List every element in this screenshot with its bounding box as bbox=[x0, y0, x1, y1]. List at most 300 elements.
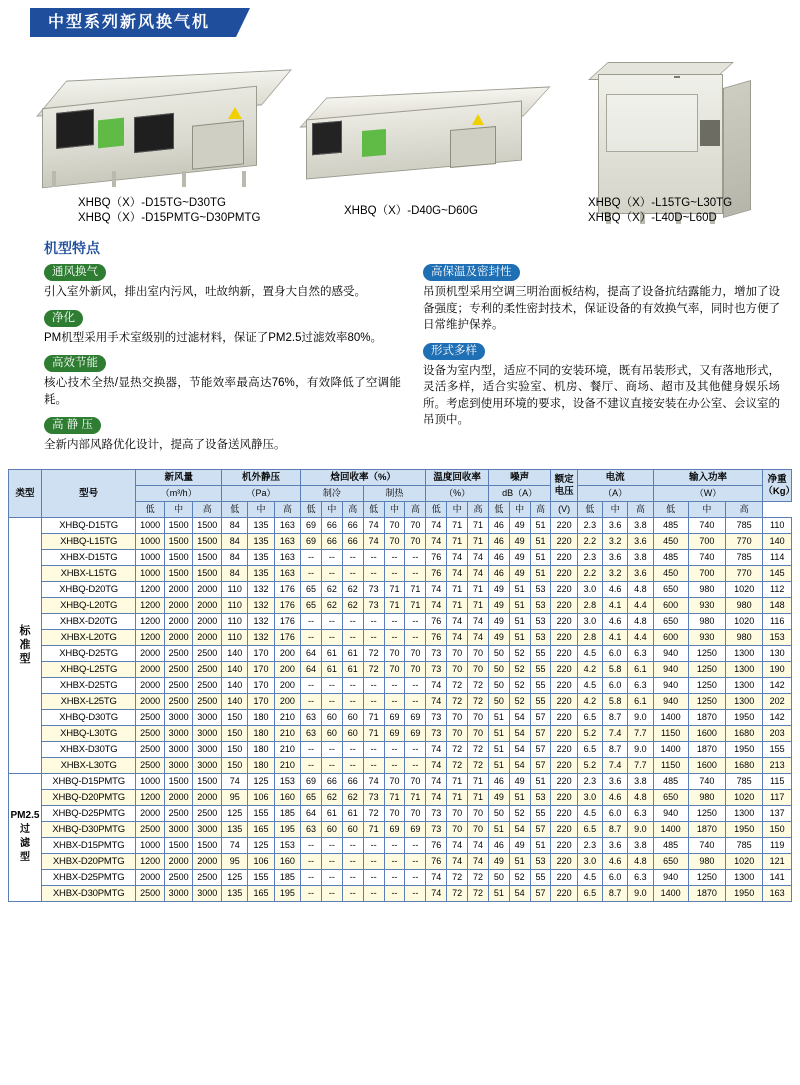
table-cell: 49 bbox=[488, 613, 509, 629]
table-cell: 1200 bbox=[136, 629, 165, 645]
table-cell: 4.1 bbox=[603, 597, 628, 613]
table-cell: 71 bbox=[405, 789, 426, 805]
table-cell: 2500 bbox=[193, 805, 222, 821]
table-cell: 740 bbox=[688, 773, 725, 789]
table-cell: 1300 bbox=[726, 645, 763, 661]
table-row bbox=[9, 597, 792, 613]
feature-block bbox=[44, 308, 401, 347]
table-cell: 72 bbox=[447, 885, 468, 901]
table-cell: 3000 bbox=[193, 725, 222, 741]
table-cell: 2500 bbox=[164, 805, 193, 821]
unit2-duct bbox=[312, 121, 342, 156]
table-cell: 70 bbox=[468, 821, 489, 837]
table-cell: 1950 bbox=[726, 885, 763, 901]
table-cell: 74 bbox=[426, 885, 447, 901]
table-cell: 74 bbox=[447, 613, 468, 629]
header-low: 低 bbox=[426, 501, 447, 517]
header-voltage-unit: (V) bbox=[551, 501, 577, 517]
table-cell: 70 bbox=[468, 805, 489, 821]
table-cell: 930 bbox=[688, 597, 725, 613]
table-cell: -- bbox=[342, 613, 363, 629]
product-image-ceiling-d15-d30 bbox=[42, 67, 292, 192]
table-row bbox=[9, 757, 792, 773]
table-cell: 132 bbox=[248, 629, 274, 645]
header-static-unit: （Pa） bbox=[222, 485, 301, 501]
table-cell-model: XHBQ-D20TG bbox=[41, 581, 135, 597]
table-cell: 7.4 bbox=[603, 757, 628, 773]
table-cell: 55 bbox=[530, 869, 551, 885]
table-cell: 132 bbox=[248, 597, 274, 613]
table-cell-model: XHBX-L30TG bbox=[41, 757, 135, 773]
table-cell: 50 bbox=[488, 661, 509, 677]
header-noise bbox=[488, 469, 551, 485]
table-cell: 4.6 bbox=[603, 581, 628, 597]
table-cell: 84 bbox=[222, 533, 248, 549]
table-cell: 5.2 bbox=[577, 757, 602, 773]
table-cell: 46 bbox=[488, 533, 509, 549]
table-cell: 51 bbox=[530, 773, 551, 789]
table-cell: 1150 bbox=[653, 725, 688, 741]
unit1-leg bbox=[112, 171, 116, 187]
table-cell: 4.4 bbox=[628, 597, 653, 613]
caption-left-line2: XHBQ（X）-D15PMTG~D30PMTG bbox=[78, 212, 261, 224]
table-cell: 155 bbox=[763, 741, 792, 757]
table-cell: -- bbox=[321, 741, 342, 757]
table-cell: 74 bbox=[468, 629, 489, 645]
table-cell: 165 bbox=[248, 885, 274, 901]
table-cell: 60 bbox=[321, 821, 342, 837]
header-static-pressure bbox=[222, 469, 301, 485]
feature-tag: 高保温及密封性 bbox=[423, 264, 520, 281]
table-cell: -- bbox=[405, 613, 426, 629]
table-row bbox=[9, 789, 792, 805]
table-cell: 940 bbox=[653, 805, 688, 821]
table-cell: 74 bbox=[426, 693, 447, 709]
table-cell: -- bbox=[342, 837, 363, 853]
header-high: 高 bbox=[530, 501, 551, 517]
table-cell: 4.5 bbox=[577, 645, 602, 661]
table-header-row-1 bbox=[9, 469, 792, 485]
table-cell: 1500 bbox=[164, 773, 193, 789]
table-cell: 64 bbox=[301, 661, 322, 677]
table-cell: 72 bbox=[468, 677, 489, 693]
table-cell: 1000 bbox=[136, 773, 165, 789]
table-cell: 73 bbox=[426, 709, 447, 725]
unit1-leg bbox=[52, 171, 56, 187]
table-cell: 220 bbox=[551, 693, 577, 709]
table-cell: 53 bbox=[530, 853, 551, 869]
features-section-title: 机型特点 bbox=[44, 240, 100, 256]
header-low: 低 bbox=[301, 501, 322, 517]
table-cell: 2500 bbox=[164, 869, 193, 885]
table-cell: 51 bbox=[509, 789, 530, 805]
table-cell: 3.0 bbox=[577, 581, 602, 597]
table-cell: 165 bbox=[248, 821, 274, 837]
table-cell: 116 bbox=[763, 613, 792, 629]
table-cell: 210 bbox=[274, 725, 300, 741]
table-cell: 600 bbox=[653, 629, 688, 645]
table-cell-model: XHBQ-D30PMTG bbox=[41, 821, 135, 837]
table-cell: 153 bbox=[274, 837, 300, 853]
header-high: 高 bbox=[342, 501, 363, 517]
table-cell: 71 bbox=[447, 517, 468, 533]
table-cell: 64 bbox=[301, 805, 322, 821]
table-cell: 4.8 bbox=[628, 853, 653, 869]
table-cell: 600 bbox=[653, 597, 688, 613]
table-cell: 66 bbox=[321, 517, 342, 533]
table-cell: 71 bbox=[384, 597, 405, 613]
table-cell: 650 bbox=[653, 613, 688, 629]
table-cell: 220 bbox=[551, 805, 577, 821]
table-cell: 2500 bbox=[164, 645, 193, 661]
table-cell: 110 bbox=[222, 629, 248, 645]
table-cell: 46 bbox=[488, 517, 509, 533]
table-cell: 8.7 bbox=[603, 741, 628, 757]
table-cell: 2500 bbox=[136, 885, 165, 901]
table-cell: 485 bbox=[653, 773, 688, 789]
table-cell: 72 bbox=[363, 661, 384, 677]
table-cell: 6.1 bbox=[628, 693, 653, 709]
table-cell: 76 bbox=[426, 613, 447, 629]
table-cell: 1250 bbox=[688, 645, 725, 661]
table-cell: 52 bbox=[509, 805, 530, 821]
table-cell: 176 bbox=[274, 629, 300, 645]
table-cell: 148 bbox=[763, 597, 792, 613]
table-cell: 2000 bbox=[136, 693, 165, 709]
table-cell: 220 bbox=[551, 885, 577, 901]
table-cell: 72 bbox=[447, 757, 468, 773]
table-cell: 155 bbox=[248, 805, 274, 821]
table-cell: 202 bbox=[763, 693, 792, 709]
table-cell: 4.2 bbox=[577, 693, 602, 709]
table-cell: 200 bbox=[274, 693, 300, 709]
table-cell: 70 bbox=[405, 661, 426, 677]
table-cell: 980 bbox=[688, 581, 725, 597]
table-cell: 66 bbox=[342, 533, 363, 549]
table-cell: -- bbox=[384, 757, 405, 773]
table-cell: 62 bbox=[342, 789, 363, 805]
table-cell: 1200 bbox=[136, 613, 165, 629]
table-cell: 49 bbox=[509, 549, 530, 565]
table-cell: 57 bbox=[530, 741, 551, 757]
table-cell: -- bbox=[301, 741, 322, 757]
table-row bbox=[9, 581, 792, 597]
table-cell: 140 bbox=[222, 661, 248, 677]
table-cell: 700 bbox=[688, 565, 725, 581]
table-cell: 74 bbox=[426, 581, 447, 597]
table-cell: -- bbox=[321, 565, 342, 581]
table-cell: 50 bbox=[488, 805, 509, 821]
table-cell: -- bbox=[363, 629, 384, 645]
table-row bbox=[9, 629, 792, 645]
table-cell: 95 bbox=[222, 853, 248, 869]
table-cell: 2500 bbox=[164, 693, 193, 709]
table-cell: 4.1 bbox=[603, 629, 628, 645]
table-cell: 980 bbox=[726, 629, 763, 645]
table-cell: 49 bbox=[509, 533, 530, 549]
table-cell: 49 bbox=[509, 837, 530, 853]
table-cell: 2500 bbox=[164, 677, 193, 693]
table-cell: 650 bbox=[653, 581, 688, 597]
table-cell: 1020 bbox=[726, 581, 763, 597]
table-cell: 1250 bbox=[688, 869, 725, 885]
table-cell: 1300 bbox=[726, 805, 763, 821]
table-cell: 1000 bbox=[136, 837, 165, 853]
table-cell: -- bbox=[384, 885, 405, 901]
header-cooling: 制冷 bbox=[301, 485, 364, 501]
feature-tag: 高效节能 bbox=[44, 355, 106, 372]
unit1-duct-right bbox=[134, 113, 174, 153]
table-cell: 71 bbox=[363, 725, 384, 741]
table-cell: 4.5 bbox=[577, 677, 602, 693]
table-cell: 150 bbox=[763, 821, 792, 837]
table-cell: 3000 bbox=[164, 757, 193, 773]
table-cell: 71 bbox=[363, 709, 384, 725]
table-cell: 7.7 bbox=[628, 725, 653, 741]
table-cell: -- bbox=[405, 549, 426, 565]
table-cell: 70 bbox=[447, 645, 468, 661]
table-cell: 140 bbox=[763, 533, 792, 549]
table-cell: 5.2 bbox=[577, 725, 602, 741]
table-cell: 176 bbox=[274, 597, 300, 613]
header-mid: 中 bbox=[603, 501, 628, 517]
unit2-control-panel bbox=[450, 126, 496, 168]
table-row bbox=[9, 885, 792, 901]
table-cell: 46 bbox=[488, 565, 509, 581]
table-cell: 3.6 bbox=[603, 517, 628, 533]
table-cell: -- bbox=[363, 869, 384, 885]
table-cell: 117 bbox=[763, 789, 792, 805]
table-cell: -- bbox=[405, 677, 426, 693]
table-cell: 2500 bbox=[136, 741, 165, 757]
table-cell: 2000 bbox=[164, 789, 193, 805]
table-cell: 119 bbox=[763, 837, 792, 853]
table-cell: -- bbox=[405, 869, 426, 885]
table-cell: 132 bbox=[248, 581, 274, 597]
table-cell: 74 bbox=[447, 837, 468, 853]
table-cell: 137 bbox=[763, 805, 792, 821]
header-weight bbox=[763, 469, 796, 501]
table-cell: 3.0 bbox=[577, 853, 602, 869]
table-cell: -- bbox=[363, 693, 384, 709]
table-cell: 2500 bbox=[193, 677, 222, 693]
table-cell-model: XHBX-D15PMTG bbox=[41, 837, 135, 853]
table-cell: 71 bbox=[363, 821, 384, 837]
table-cell: 2000 bbox=[193, 581, 222, 597]
table-cell: 220 bbox=[551, 517, 577, 533]
table-cell-model: XHBX-D20PMTG bbox=[41, 853, 135, 869]
table-cell: 49 bbox=[488, 597, 509, 613]
table-cell: 2000 bbox=[193, 853, 222, 869]
table-cell: 69 bbox=[384, 821, 405, 837]
table-cell: -- bbox=[363, 853, 384, 869]
table-cell: -- bbox=[384, 693, 405, 709]
table-cell: -- bbox=[405, 741, 426, 757]
table-cell: 3.6 bbox=[628, 565, 653, 581]
table-cell: 2000 bbox=[164, 853, 193, 869]
table-cell-model: XHBX-D30PMTG bbox=[41, 885, 135, 901]
warning-triangle-icon bbox=[472, 114, 484, 125]
table-cell: 110 bbox=[222, 597, 248, 613]
table-cell: 940 bbox=[653, 645, 688, 661]
table-cell: -- bbox=[301, 869, 322, 885]
table-cell: 69 bbox=[301, 533, 322, 549]
table-cell: -- bbox=[301, 613, 322, 629]
table-cell: 76 bbox=[426, 853, 447, 869]
table-cell: 185 bbox=[274, 869, 300, 885]
table-cell: 95 bbox=[222, 789, 248, 805]
header-noise-unit: dB（A） bbox=[488, 485, 551, 501]
feature-block bbox=[423, 341, 780, 429]
header-high: 高 bbox=[274, 501, 300, 517]
table-cell: 51 bbox=[509, 597, 530, 613]
table-cell: 74 bbox=[363, 773, 384, 789]
table-cell: 4.5 bbox=[577, 869, 602, 885]
table-cell: 135 bbox=[248, 517, 274, 533]
table-cell: 3000 bbox=[193, 885, 222, 901]
table-cell: 785 bbox=[726, 549, 763, 565]
table-cell: 2.3 bbox=[577, 517, 602, 533]
table-cell: 71 bbox=[447, 533, 468, 549]
table-cell: 4.8 bbox=[628, 613, 653, 629]
table-cell: 3000 bbox=[164, 885, 193, 901]
table-cell: 61 bbox=[321, 645, 342, 661]
table-cell: 2500 bbox=[193, 661, 222, 677]
table-cell: 46 bbox=[488, 837, 509, 853]
table-cell: 51 bbox=[530, 533, 551, 549]
table-cell: 980 bbox=[688, 853, 725, 869]
table-cell: 2000 bbox=[164, 597, 193, 613]
table-cell: 200 bbox=[274, 645, 300, 661]
table-cell: 180 bbox=[248, 741, 274, 757]
table-cell: 2000 bbox=[136, 677, 165, 693]
table-cell: 485 bbox=[653, 837, 688, 853]
table-cell: 49 bbox=[488, 581, 509, 597]
table-cell: 1950 bbox=[726, 709, 763, 725]
table-cell: 125 bbox=[248, 837, 274, 853]
table-cell: 71 bbox=[468, 789, 489, 805]
table-cell-model: XHBQ-D25TG bbox=[41, 645, 135, 661]
feature-text: 全新内部风路优化设计，提高了设备送风静压。 bbox=[44, 439, 286, 451]
table-cell: 8.7 bbox=[603, 709, 628, 725]
table-cell: 150 bbox=[222, 741, 248, 757]
feature-block bbox=[44, 262, 401, 301]
table-cell: -- bbox=[342, 757, 363, 773]
table-cell: -- bbox=[321, 549, 342, 565]
table-cell: 150 bbox=[222, 757, 248, 773]
table-cell: 142 bbox=[763, 709, 792, 725]
header-low: 低 bbox=[488, 501, 509, 517]
table-cell: 73 bbox=[426, 821, 447, 837]
table-cell: 1300 bbox=[726, 677, 763, 693]
table-cell: -- bbox=[384, 741, 405, 757]
unit1-filter-green bbox=[98, 118, 124, 149]
table-cell: 71 bbox=[447, 597, 468, 613]
table-cell: -- bbox=[321, 885, 342, 901]
table-cell: 135 bbox=[248, 549, 274, 565]
table-cell: 1000 bbox=[136, 565, 165, 581]
table-cell: 70 bbox=[447, 709, 468, 725]
table-cell-model: XHBX-L25TG bbox=[41, 693, 135, 709]
table-cell: 940 bbox=[653, 661, 688, 677]
table-row bbox=[9, 709, 792, 725]
table-cell: 200 bbox=[274, 661, 300, 677]
table-cell: 485 bbox=[653, 549, 688, 565]
header-low: 低 bbox=[222, 501, 248, 517]
table-cell: 69 bbox=[301, 773, 322, 789]
table-cell: -- bbox=[384, 677, 405, 693]
table-cell: 57 bbox=[530, 757, 551, 773]
table-cell: 940 bbox=[653, 677, 688, 693]
table-cell: 1680 bbox=[726, 757, 763, 773]
table-cell: 210 bbox=[274, 741, 300, 757]
table-cell: 49 bbox=[509, 565, 530, 581]
table-cell: 213 bbox=[763, 757, 792, 773]
header-noise-line1: 噪声 bbox=[510, 471, 530, 483]
table-cell: 74 bbox=[426, 677, 447, 693]
table-cell: 220 bbox=[551, 757, 577, 773]
table-cell: 53 bbox=[530, 581, 551, 597]
table-cell: -- bbox=[384, 853, 405, 869]
table-cell: 150 bbox=[222, 709, 248, 725]
table-cell: 70 bbox=[384, 661, 405, 677]
table-cell-model: XHBX-D25PMTG bbox=[41, 869, 135, 885]
table-cell: 1000 bbox=[136, 533, 165, 549]
feature-block bbox=[423, 262, 780, 334]
table-cell-model: XHBQ-D15TG bbox=[41, 517, 135, 533]
table-row bbox=[9, 533, 792, 549]
table-cell: 180 bbox=[248, 709, 274, 725]
table-cell: 180 bbox=[248, 757, 274, 773]
table-cell: 220 bbox=[551, 565, 577, 581]
table-cell: 9.0 bbox=[628, 821, 653, 837]
header-power bbox=[653, 469, 763, 485]
table-cell: 210 bbox=[274, 709, 300, 725]
table-cell: 1020 bbox=[726, 853, 763, 869]
table-cell: 650 bbox=[653, 789, 688, 805]
table-cell: 8.7 bbox=[603, 885, 628, 901]
table-cell: 74 bbox=[468, 613, 489, 629]
table-cell: 74 bbox=[426, 869, 447, 885]
table-cell: 60 bbox=[342, 725, 363, 741]
header-current bbox=[577, 469, 653, 485]
table-cell: -- bbox=[363, 613, 384, 629]
table-cell: 74 bbox=[468, 853, 489, 869]
table-cell: 1870 bbox=[688, 821, 725, 837]
table-cell: 1500 bbox=[193, 837, 222, 853]
table-cell: -- bbox=[342, 549, 363, 565]
table-cell: 71 bbox=[468, 597, 489, 613]
table-cell: 700 bbox=[688, 533, 725, 549]
header-low: 低 bbox=[653, 501, 688, 517]
table-cell: 770 bbox=[726, 565, 763, 581]
table-cell: 51 bbox=[509, 629, 530, 645]
table-cell: 210 bbox=[274, 757, 300, 773]
table-cell: 740 bbox=[688, 837, 725, 853]
table-cell: -- bbox=[342, 741, 363, 757]
table-cell: 74 bbox=[363, 517, 384, 533]
table-cell: 72 bbox=[468, 741, 489, 757]
brand-plate-icon bbox=[674, 76, 680, 78]
table-cell: -- bbox=[363, 565, 384, 581]
table-cell: 50 bbox=[488, 645, 509, 661]
table-cell: -- bbox=[384, 869, 405, 885]
table-cell: 62 bbox=[342, 597, 363, 613]
table-cell: 1300 bbox=[726, 661, 763, 677]
table-cell: 115 bbox=[763, 773, 792, 789]
header-mid: 中 bbox=[164, 501, 193, 517]
table-cell: 785 bbox=[726, 837, 763, 853]
